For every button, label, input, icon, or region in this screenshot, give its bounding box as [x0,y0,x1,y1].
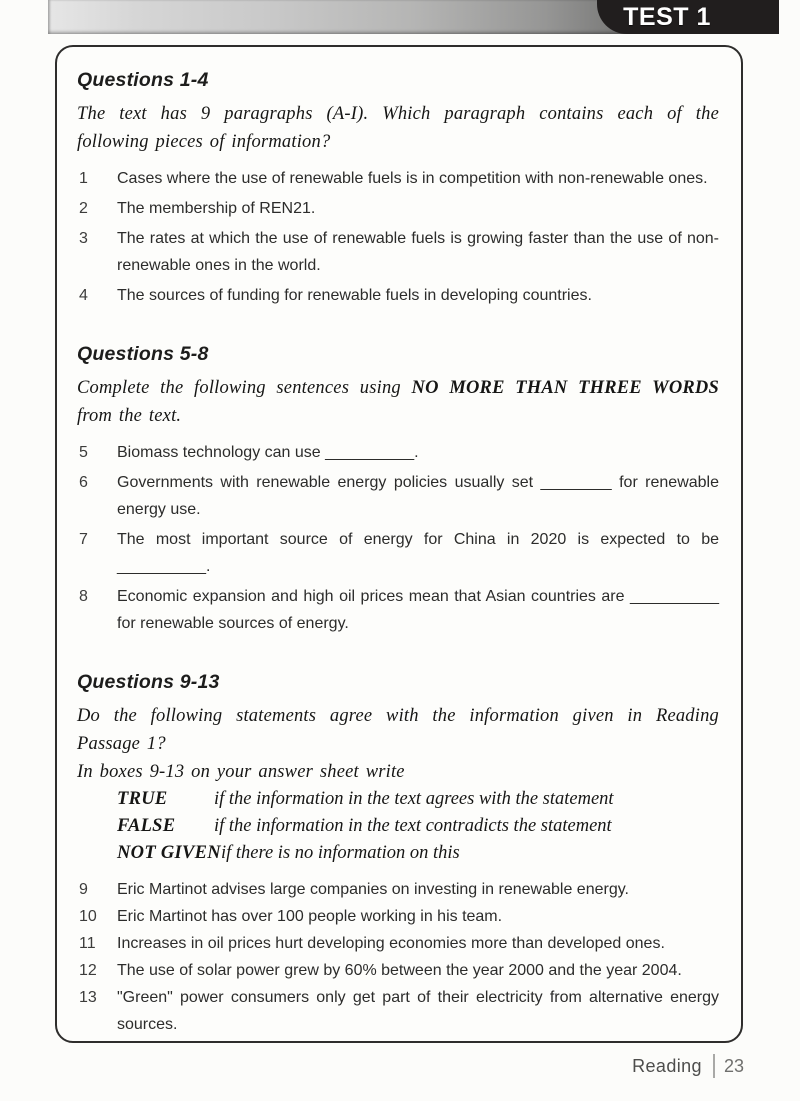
question-item [77,903,719,930]
question-item [77,930,719,957]
word-limit-emphasis: NO MORE THAN THREE WORDS [411,378,719,398]
question-number: 13 [79,989,97,1006]
legend-description: if the information in the text agrees with the statement [214,789,614,809]
question-item [77,282,719,309]
page-footer [632,1054,744,1078]
legend-description: if there is no information on this [220,843,460,863]
question-item [77,195,719,222]
question-number: 4 [79,287,88,304]
question-list [77,439,719,637]
question-text: "Green" power consumers only get part of their electricity from alternative energy sources. [117,989,719,1033]
question-number: 6 [79,474,88,491]
question-item [77,469,719,523]
question-item [77,984,719,1038]
legend-row-not-given [117,840,719,867]
question-list [77,876,719,1038]
question-item [77,225,719,279]
legend-description: if the information in the text contradicts the statement [214,816,612,836]
question-number: 1 [79,170,88,187]
question-text: Cases where the use of renewable fuels is in competition with non-renewable ones. [117,170,708,187]
section-instructions [77,374,719,430]
legend-row-false [117,813,719,840]
question-number: 10 [79,908,97,925]
section-heading: Questions 5-8 [77,343,209,365]
section-instructions: The text has 9 paragraphs (A-I). Which paragraph contains each of the following pieces of information? [77,104,719,152]
footer-section-label: Reading [632,1055,702,1076]
question-item [77,876,719,903]
legend-term: NOT GIVEN [117,843,221,863]
question-text: The membership of REN21. [117,200,316,217]
question-item [77,957,719,984]
question-item [77,526,719,580]
question-number: 12 [79,962,97,979]
question-text: The rates at which the use of renewable fuels is growing faster than the use of non-renewable ones in the world. [117,230,719,274]
question-text: The most important source of energy for China in 2020 is expected to be __________. [117,531,719,575]
question-text: Increases in oil prices hurt developing economies more than developed ones. [117,935,665,952]
section-questions-1-4 [77,69,719,309]
question-number: 3 [79,230,88,247]
question-item [77,583,719,637]
section-instructions: Do the following statements agree with the information given in Reading Passage 1? [77,706,719,754]
question-number: 11 [79,935,96,952]
question-number: 8 [79,588,88,605]
question-item [77,165,719,192]
question-number: 5 [79,444,88,461]
test-title: TEST 1 [623,2,711,31]
question-number: 9 [79,881,88,898]
question-text: Biomass technology can use __________. [117,444,419,461]
question-number: 7 [79,531,88,548]
legend-term: FALSE [117,816,176,836]
tfng-legend [77,786,719,867]
section-questions-5-8 [77,343,719,637]
question-text: Eric Martinot has over 100 people working in his team. [117,908,503,925]
question-text: The use of solar power grew by 60% between the year 2000 and the year 2004. [117,962,682,979]
legend-term: TRUE [117,789,168,809]
question-number: 2 [79,200,88,217]
question-item [77,439,719,466]
section-questions-9-13 [77,671,719,1038]
test-header-bar [48,0,779,34]
question-text: Economic expansion and high oil prices mean that Asian countries are __________ for renewable sources of energy. [117,588,719,632]
question-text: Eric Martinot advises large companies on investing in renewable energy. [117,881,629,898]
answer-sheet-instruction: In boxes 9-13 on your answer sheet write [77,762,405,782]
instructions-text: from the text. [77,406,182,426]
section-heading: Questions 1-4 [77,69,209,91]
test-header-badge [597,0,779,34]
section-heading: Questions 9-13 [77,671,220,693]
footer-page-number: 23 [723,1055,744,1076]
question-text: Governments with renewable energy policies usually set ________ for renewable energy use. [117,474,719,518]
question-list [77,165,719,309]
footer-divider [713,1054,715,1078]
questions-panel [55,45,743,1043]
question-text: The sources of funding for renewable fuels in developing countries. [117,287,592,304]
instructions-text: Complete the following sentences using [77,378,412,398]
legend-row-true [117,786,719,813]
